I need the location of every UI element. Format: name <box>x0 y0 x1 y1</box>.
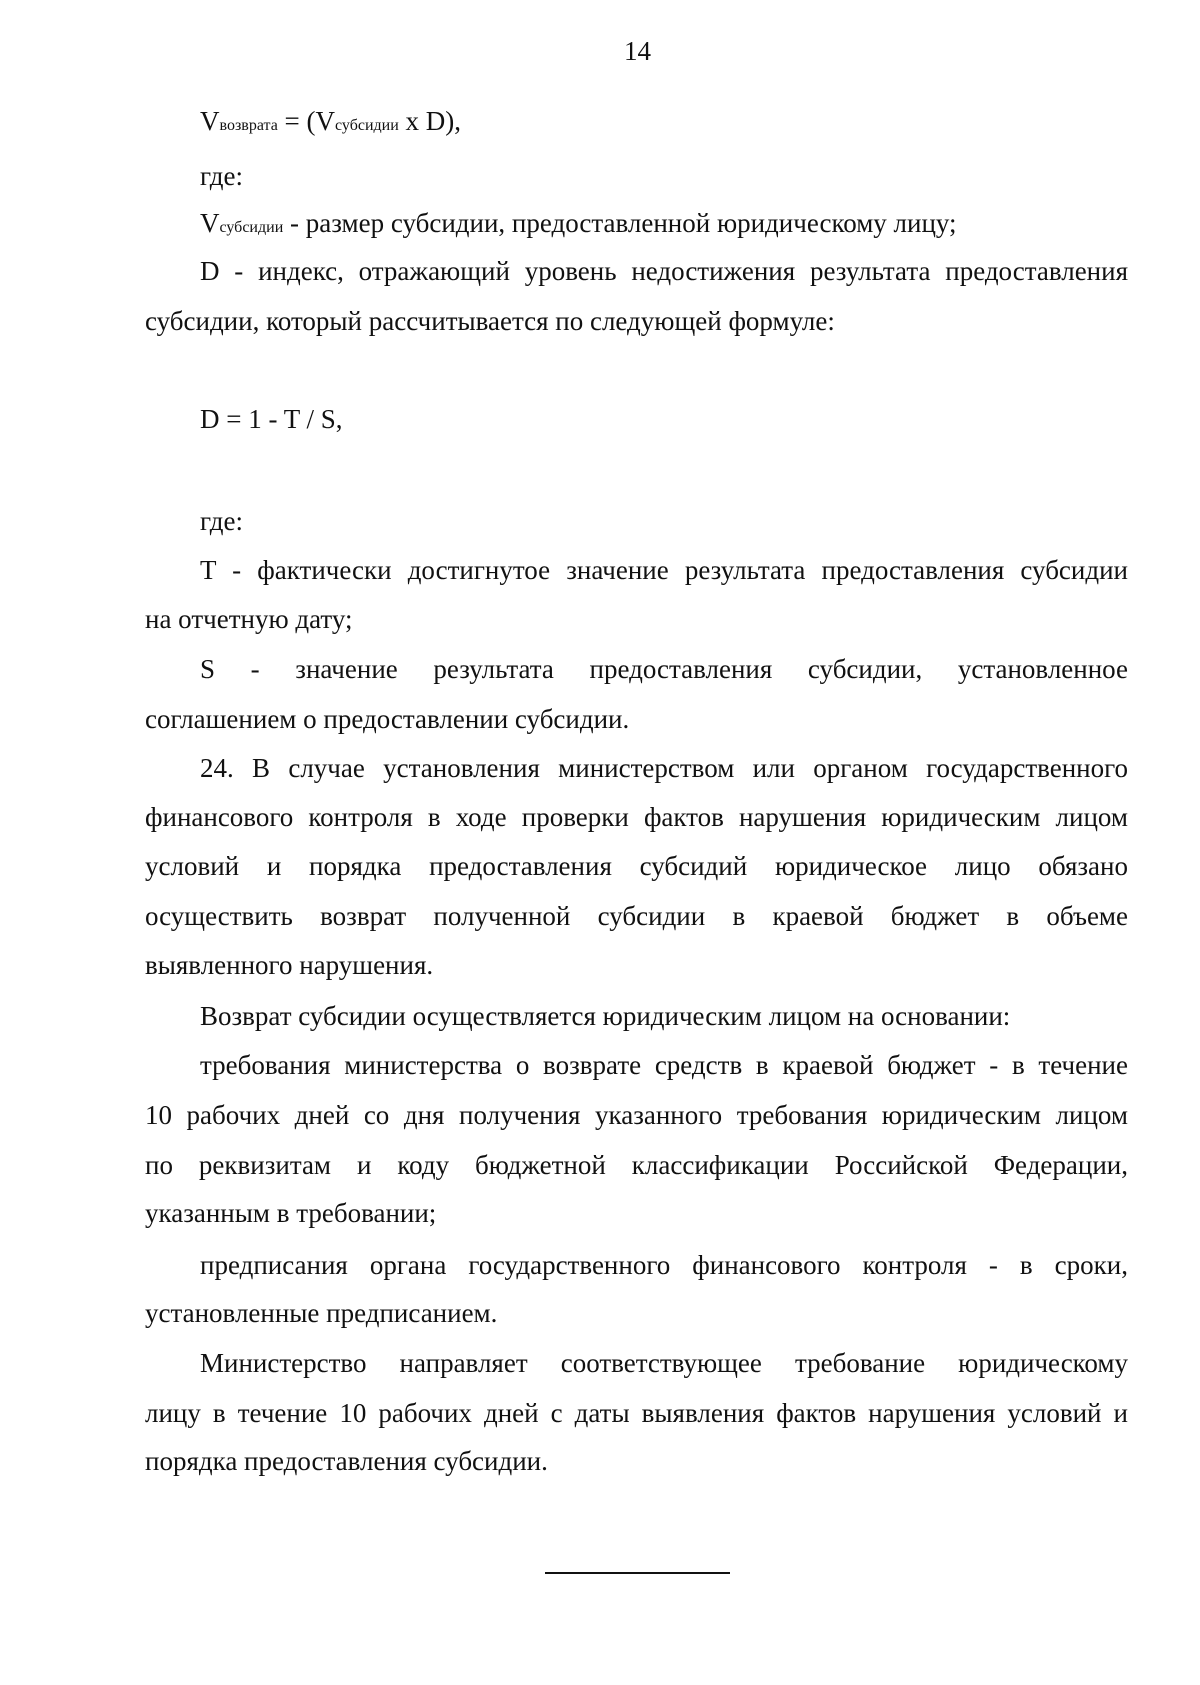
where-label-1: где: <box>200 161 243 191</box>
where-label-2: где: <box>200 506 243 536</box>
definition-v-subscript: субсидии <box>219 219 284 236</box>
definition-s-line1: S - значение результата предоставления субсидии, установленное <box>200 654 1128 684</box>
formula-mid: = (V <box>284 106 336 136</box>
para-requirement-line3: по реквизитам и коду бюджетной классификации Российской Федерации, <box>145 1150 1128 1180</box>
para-ministry-line1: Министерство направляет соответствующее требование юридическому <box>200 1348 1128 1378</box>
para-requirement-line4: указанным в требовании; <box>145 1198 437 1228</box>
page-number: 14 <box>624 36 651 66</box>
formula-tail: x D), <box>405 106 462 136</box>
end-of-document-rule <box>545 1572 730 1574</box>
para-requirement-line2: 10 рабочих дней со дня получения указанного требования юридическим лицом <box>145 1100 1128 1130</box>
para-24-line3: условий и порядка предоставления субсидий юридическое лицо обязано <box>145 851 1128 881</box>
definition-d-line2: субсидии, который рассчитывается по следующей формуле: <box>145 306 835 336</box>
formula-mid-subscript: субсидии <box>335 117 399 134</box>
para-ministry-line2: лицу в течение 10 рабочих дней с даты выявления фактов нарушения условий и <box>145 1398 1128 1428</box>
definition-t-line1: T - фактически достигнутое значение результата предоставления субсидии <box>200 555 1128 585</box>
para-24-line5: выявленного нарушения. <box>145 950 434 980</box>
definition-v-subsidii <box>200 210 957 237</box>
formula-lhs-symbol: V <box>200 106 220 136</box>
definition-v-text: - размер субсидии, предоставленной юридическому лицу; <box>290 208 957 238</box>
para-24-line4: осуществить возврат полученной субсидии в краевой бюджет в объеме <box>145 901 1128 931</box>
formula-lhs-subscript: возврата <box>219 117 278 134</box>
para-ministry-line3: порядка предоставления субсидии. <box>145 1446 548 1476</box>
formula-d: D = 1 - T / S, <box>200 404 343 434</box>
para-requirement-line1: требования министерства о возврате средств в краевой бюджет - в течение <box>200 1050 1128 1080</box>
para-prescription-line1: предписания органа государственного финансового контроля - в сроки, <box>200 1250 1128 1280</box>
definition-t-line2: на отчетную дату; <box>145 604 353 634</box>
definition-v-symbol: V <box>200 208 220 238</box>
definition-d-line1: D - индекс, отражающий уровень недостижения результата предоставления <box>200 256 1128 286</box>
formula-vozvrat <box>200 108 461 135</box>
para-24-line2: финансового контроля в ходе проверки фактов нарушения юридическим лицом <box>145 802 1128 832</box>
para-prescription-line2: установленные предписанием. <box>145 1298 498 1328</box>
definition-s-line2: соглашением о предоставлении субсидии. <box>145 704 630 734</box>
para-24-line1: 24. В случае установления министерством или органом государственного <box>200 753 1128 783</box>
para-return: Возврат субсидии осуществляется юридическим лицом на основании: <box>200 1001 1011 1031</box>
